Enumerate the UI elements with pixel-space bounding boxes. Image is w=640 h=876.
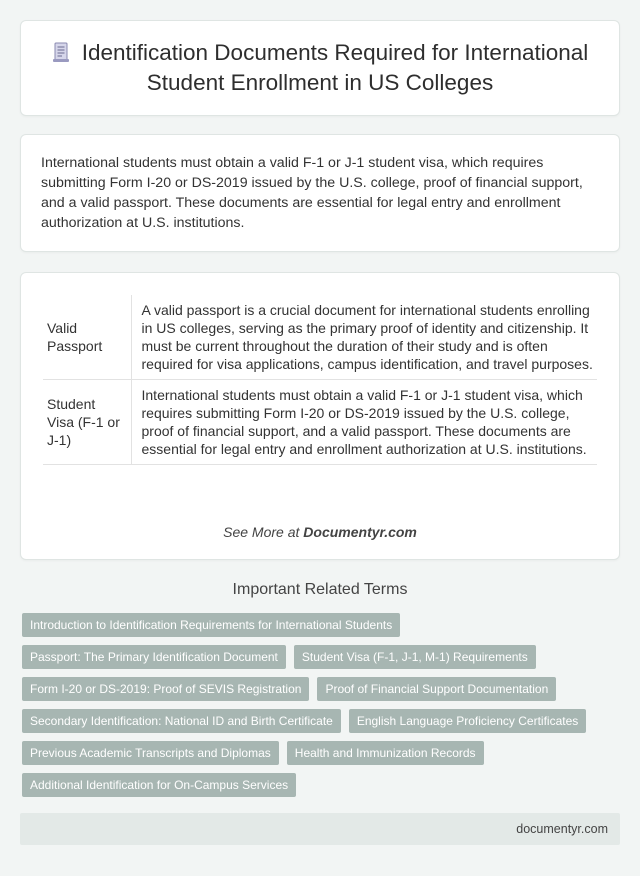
see-more-prefix: See More at [223, 524, 300, 540]
table-row [43, 295, 597, 380]
related-terms-title: Important Related Terms [232, 581, 408, 598]
related-term-tag[interactable]: Introduction to Identification Requirements for International Students [22, 613, 400, 637]
related-term-tag[interactable]: Additional Identification for On-Campus Services [22, 773, 296, 797]
related-term-tag[interactable]: Health and Immunization Records [287, 741, 484, 765]
summary-text: International students must obtain a valid F-1 or J-1 student visa, which requires submitting Form I-20 or DS-2019 issued by the U.S. college, proof of financial support, and a valid passport. These documents are essential for legal entry and enrollment authorization at U.S. institutions. [41, 155, 583, 231]
footer-site-link[interactable]: documentyr.com [516, 822, 608, 836]
summary-card [20, 134, 620, 252]
tag-row [22, 645, 622, 669]
related-terms-list [22, 613, 622, 805]
row-label: Student Visa (F-1 or J-1) [43, 380, 131, 465]
page-title [21, 38, 619, 98]
row-label: Valid Passport [43, 295, 131, 380]
page-title-text: Identification Documents Required for International Student Enrollment in US Colleges [81, 40, 589, 95]
row-description: International students must obtain a valid F-1 or J-1 student visa, which requires submitting Form I-20 or DS-2019 issued by the U.S. college, proof of financial support, and a valid passport. These documents are essential for legal entry and enrollment authorization at U.S. institutions. [131, 380, 597, 465]
tag-row [22, 773, 622, 797]
table-card [20, 272, 620, 560]
related-term-tag[interactable]: Passport: The Primary Identification Document [22, 645, 286, 669]
document-icon [52, 41, 70, 63]
title-card [20, 20, 620, 116]
footer [20, 813, 620, 845]
related-term-tag[interactable]: Form I-20 or DS-2019: Proof of SEVIS Registration [22, 677, 309, 701]
related-term-tag[interactable]: Student Visa (F-1, J-1, M-1) Requirements [294, 645, 536, 669]
related-term-tag[interactable]: Previous Academic Transcripts and Diplomas [22, 741, 279, 765]
documents-table [43, 295, 597, 465]
related-term-tag[interactable]: Secondary Identification: National ID and Birth Certificate [22, 709, 341, 733]
see-more-link[interactable] [21, 524, 619, 540]
related-term-tag[interactable]: Proof of Financial Support Documentation [317, 677, 556, 701]
tag-row [22, 613, 622, 637]
tag-row [22, 741, 622, 765]
related-term-tag[interactable]: English Language Proficiency Certificates [349, 709, 586, 733]
tag-row [22, 677, 622, 701]
table-row [43, 380, 597, 465]
row-description: A valid passport is a crucial document for international students enrolling in US colleges, serving as the primary proof of identity and citizenship. It must be current throughout the duration of their study and is often required for visa applications, campus identification, and travel purposes. [131, 295, 597, 380]
tag-row [22, 709, 622, 733]
see-more-site[interactable]: Documentyr.com [303, 524, 417, 540]
